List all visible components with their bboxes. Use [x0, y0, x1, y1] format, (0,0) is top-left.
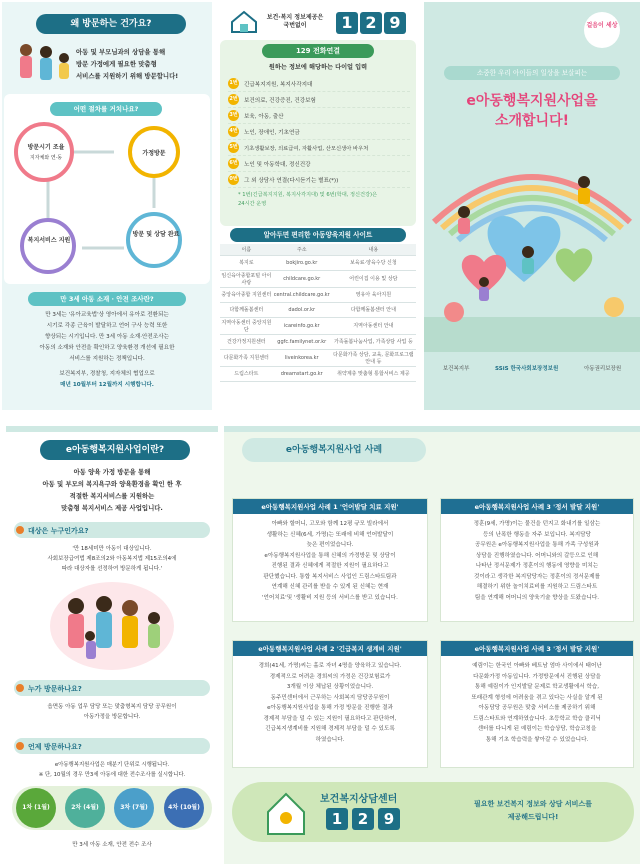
case-line: 경제적 부담을 덜 수 있는 지원이 필요하다고 판단하여, — [263, 715, 397, 722]
case-line: 연계해 신혜 관리를 받을 수 있게 된 신혜는 현재 — [271, 584, 389, 590]
hotline-label — [256, 14, 334, 30]
step-3: 방문 및 상담 완료 — [132, 231, 180, 238]
quarter-3: 3차 (7월) — [114, 788, 154, 828]
age-line: 만 3세는 '유아교육법'상 영아에서 유아로 전환되는 — [45, 312, 169, 318]
site-name: 지역아동센터 중앙지원단 — [220, 317, 273, 334]
site-desc: 영유아 육아지원 — [331, 287, 416, 302]
org-logos — [430, 354, 634, 382]
site-desc: 다함께돌봄센터 안내 — [331, 302, 416, 317]
cover-title-1: e아동행복지원사업을 — [466, 93, 598, 109]
bullet-icon — [16, 742, 24, 750]
site-url[interactable]: liveinkorea.kr — [273, 349, 331, 366]
panel-why-visit — [2, 2, 212, 410]
who-line: 아동가정을 방문합니다. — [83, 714, 141, 720]
menu-num: 1번 — [228, 78, 239, 89]
site-url[interactable]: ggfc.familynet.or.kr — [273, 334, 331, 349]
menu-item — [228, 172, 410, 188]
case-line: 센터를 다니게 된 예림이는 학습상담, 학습코칭을 — [477, 726, 597, 732]
why-title: 왜 방문하는 건가요? — [36, 14, 186, 34]
intro-title: e아동행복지원사업이란? — [40, 440, 190, 460]
case-line: 동주민센터에서 근무하는 사회복지 담당공무원이 — [270, 694, 390, 701]
case-line: 아동담당 공무원은 맞춤 서비스를 제공하기 위해 — [478, 705, 596, 711]
site-url[interactable]: dreamstart.go.kr — [273, 366, 331, 381]
family-illustration — [14, 42, 74, 86]
who-line: 읍면동 아동 업무 담당 또는 맞춤형복지 담당 공무원이 — [47, 704, 177, 710]
case-line: 드림스타트와 연계하였습니다. 초등학교 학습 클리닉 — [473, 715, 601, 722]
call-sub: 원하는 정보에 해당하는 다이얼 입력 — [268, 64, 368, 71]
case-body — [441, 656, 633, 750]
step-2: 가정방문 — [142, 150, 166, 157]
intro-top-strip — [6, 426, 218, 432]
quarter-2: 2차 (4월) — [65, 788, 105, 828]
age-line: 시기로 각종 근육이 발달하고 언어 구사 능력 또한 — [46, 323, 168, 329]
site-desc: 취약계층 맞춤형 통합서비스 제공 — [331, 366, 416, 381]
cases-title: e아동행복지원사업 사례 — [242, 438, 426, 462]
sites-row — [220, 317, 416, 334]
hotline-label-2: 국번없이 — [283, 22, 307, 29]
banner-line: 제공해드립니다! — [507, 813, 559, 821]
menu-text: 노인 및 아동학대, 정신건강 — [244, 161, 311, 168]
case-card — [232, 640, 428, 768]
site-desc: 어린이집 이용 및 상담 — [331, 270, 416, 287]
case-head: e아동행복지원사업 사례 3 '정서 발달 지원' — [441, 499, 633, 514]
step-1-sub: 지자체와 연·동 — [29, 155, 63, 161]
case-line: 아빠와 할머니, 고모와 함께 12평 규모 빌라에서 — [271, 521, 389, 527]
menu-item — [228, 76, 410, 92]
hotline-digit: 2 — [360, 12, 382, 34]
step-4: 복지서비스 지원 — [27, 237, 71, 244]
menu-text: 긴급복지지원, 복지사각지대 — [244, 81, 313, 88]
case-line: 또래관계 형성에 어려움을 겪고 있다는 사실을 알게 된 — [471, 694, 603, 701]
bullet-icon — [16, 684, 24, 692]
sites-header: 내용 — [331, 244, 416, 255]
sites-row — [220, 302, 416, 317]
site-name: 복지로 — [220, 255, 273, 270]
menu-num: 5번 — [228, 142, 239, 153]
site-url[interactable]: childcare.go.kr — [273, 270, 331, 287]
banner-title: 보건복지상담센터 — [320, 794, 398, 805]
panel-cover — [424, 2, 640, 410]
house-icon — [230, 10, 258, 34]
sites-row — [220, 255, 416, 270]
quarter-1: 1차 (1월) — [16, 788, 56, 828]
case-body — [233, 514, 427, 608]
case-line: 통해 기초 학습력을 쌓아갈 수 있었습니다. — [485, 736, 589, 743]
case-card — [440, 640, 634, 768]
menu-text: 그 외 상담사 연결(다시듣기는 별표(*)) — [244, 177, 339, 184]
case-line: 경희(41세, 가명)씨는 홀로 자녀 4명을 양육하고 있습니다. — [258, 663, 402, 669]
menu-item — [228, 108, 410, 124]
menu-num: 3번 — [228, 110, 239, 121]
panel-hotline — [216, 2, 419, 410]
site-desc: 지역아동센터 안내 — [331, 317, 416, 334]
cases-top-strip — [224, 426, 640, 432]
step-1-label: 방문시기 조율 — [27, 144, 65, 151]
site-desc: 보육료·양육수당 신청 — [331, 255, 416, 270]
banner-digit: 9 — [378, 808, 400, 830]
sites-header: 주소 — [273, 244, 331, 255]
case-line: 하였습니다. — [315, 736, 345, 743]
org-ncrc: 아동권리보장원 — [583, 366, 622, 372]
menu-item — [228, 156, 410, 172]
site-name: 건강가정지원센터 — [220, 334, 273, 349]
case-line: 판단했습니다. 통합 복지서비스 사업인 드림스타트팀과 — [263, 573, 397, 580]
case-line: 긴급복지생계비를 지원해 경제적 부담을 덜 수 있도록 — [265, 726, 395, 732]
site-url[interactable]: bokjiro.go.kr — [273, 255, 331, 270]
menu-num: 2번 — [228, 94, 239, 105]
when-text — [10, 760, 214, 780]
hotline-digit: 1 — [336, 12, 358, 34]
cover-illustration — [424, 142, 640, 352]
who-text — [10, 702, 214, 722]
when-line: e아동행복지원사업은 매분기 단위로 시행됩니다. — [54, 762, 170, 768]
case-line: 것이라고 생각한 복지담당자는 정훈이의 정서문제를 — [474, 573, 600, 580]
case-line: 상담을 진행하였습니다. 어머니와의 갈등으로 인해 — [475, 552, 599, 559]
case-line: 공무원은 e아동행복지원사업을 통해 가족 구성원과 — [474, 542, 600, 548]
menu-note — [228, 191, 410, 209]
menu-text: 보건의료, 건강증진, 건강보험 — [244, 97, 316, 104]
sites-row — [220, 287, 416, 302]
panel-cases — [224, 426, 640, 864]
site-desc: 가족돌봄나눔사업, 가족상담 사업 등 — [331, 334, 416, 349]
house-icon — [264, 788, 308, 836]
case-line: 등의 난폭한 행동을 자주 보입니다. 복지담당 — [483, 531, 591, 538]
site-url[interactable]: dadol.or.kr — [273, 302, 331, 317]
intro-line: 아동 양육 가정 방문을 통해 — [73, 468, 151, 476]
age-line: 아동의 소재와 안전을 확인하고 양육환경 개선에 필요한 — [39, 345, 175, 351]
sites-body — [220, 255, 416, 381]
menu-num: 4번 — [228, 126, 239, 137]
banner-line: 필요한 보건복지 정보와 상담 서비스를 — [474, 800, 592, 808]
org-mohw: 보건복지부 — [442, 366, 470, 372]
quarter-4: 4차 (10월) — [164, 788, 204, 828]
when-title: 언제 방문하나요? — [28, 743, 82, 751]
sites-row — [220, 349, 416, 366]
case-line: e아동행복지원사업을 통해 가정 방문을 진행한 결과 — [267, 705, 393, 711]
case-line: 3개월 이상 체납된 상황이었습니다. — [286, 684, 374, 690]
age-title: 만 3세 아동 소재 · 안전 조사란? — [28, 292, 186, 306]
org-ssis: SSiS 한국사회보장정보원 — [495, 366, 559, 372]
case-head: e아동행복지원사업 사례 1 '언어발달 치료 지원' — [233, 499, 427, 514]
case-line: 늦은 편이었습니다. — [306, 542, 354, 548]
age-line: 서비스를 지원하는 정책입니다. — [69, 356, 145, 362]
intro-line: 맞춤형 복지서비스 제공 사업입니다. — [61, 504, 163, 512]
sites-table — [220, 244, 416, 382]
case-line: 팀을 연계해 어머니의 양육기술 향상을 도왔습니다. — [474, 594, 600, 601]
case-body — [233, 656, 427, 750]
sites-row — [220, 270, 416, 287]
cover-subtitle: 소중한 우리 아이들의 일상을 보살피는 — [444, 66, 620, 80]
intro-text — [10, 466, 214, 514]
age-line: 매년 10월부터 12월까지 시행합니다. — [60, 382, 154, 388]
target-text — [10, 544, 214, 574]
target-line: 따라 대상자를 선정하여 방문하게 됩니다.' — [61, 566, 163, 572]
menu-item — [228, 124, 410, 140]
banner-text — [438, 798, 628, 824]
family-group-illustration — [46, 578, 178, 674]
why-line: 아동 및 부모님과의 상담을 통해 — [76, 48, 166, 56]
case-card — [232, 498, 428, 622]
case-line: 나타난 정서문제가 정훈이의 행동에 영향을 미치는 — [475, 563, 599, 569]
case-card — [440, 498, 634, 622]
menu-item — [228, 140, 410, 156]
menu-item — [228, 92, 410, 108]
menu-num: 0번 — [228, 174, 239, 185]
why-line: 서비스를 지원하기 위해 방문합니다! — [76, 72, 179, 80]
case-line: 생활하는 신혜(6세, 가명)는 또래에 비해 언어발달이 — [266, 531, 394, 538]
site-url[interactable]: icareinfo.go.kr — [273, 317, 331, 334]
site-name: 임신육아종합포털 아이사랑 — [220, 270, 273, 287]
case-line: '언어치료'및 '생활비 지원 등의 서비스를 받고 있습니다. — [262, 594, 398, 601]
sites-title: 알아두면 편리한 아동양육지원 사이트 — [230, 228, 406, 242]
banner-digit: 2 — [352, 808, 374, 830]
menu-text: 기초생활보장, 의료급여, 자활사업, 산모신생아 바우처 — [244, 145, 369, 152]
why-text — [76, 46, 208, 82]
site-name: 중앙육아종합 지원센터 — [220, 287, 273, 302]
who-title: 누가 방문하나요? — [28, 685, 82, 693]
sites-row — [220, 334, 416, 349]
age-line: 향상되는 시기입니다. 만 3세 아동 소재·안전조사는 — [44, 334, 170, 340]
menu-text: 보육, 아동, 출산 — [244, 113, 284, 120]
menu-note-line: * 1번(긴급복지지원, 복지사각지대) 및 6번(학대, 정신건강)은 — [238, 192, 378, 198]
age-text — [8, 310, 206, 391]
target-line: '만 18세미만 아동이 대상입니다. — [72, 546, 152, 552]
menu-text: 노인, 장애인, 기초연금 — [244, 129, 300, 136]
age-line: 보건복지부, 경찰청, 지자체의 협업으로 — [59, 371, 155, 377]
call-menu — [228, 76, 410, 209]
menu-num: 6번 — [228, 158, 239, 169]
site-url[interactable]: central.childcare.go.kr — [273, 287, 331, 302]
process-title: 어떤 절차를 거치나요? — [50, 102, 162, 116]
when-line: ※ 단, 10월의 경우 만3세 아동에 대한 전수조사를 실시합니다. — [38, 772, 186, 778]
bullet-icon — [16, 526, 24, 534]
banner-digit: 1 — [326, 808, 348, 830]
logo-text: 걸음이 세상 — [586, 22, 618, 29]
step-1 — [20, 142, 72, 161]
sites-row — [220, 366, 416, 381]
case-head: e아동행복지원사업 사례 2 '긴급복지 생계비 지원' — [233, 641, 427, 656]
menu-note-line: 24시간 운영 — [238, 201, 267, 207]
case-head: e아동행복지원사업 사례 3 '정서 발달 지원' — [441, 641, 633, 656]
hotline-number — [336, 12, 406, 34]
case-line: 통해 예림이가 인지발달 문제로 학교생활에서 학습, — [474, 684, 600, 690]
hotline-digit: 9 — [384, 12, 406, 34]
banner-number — [326, 808, 400, 830]
case-line: e아동행복지원사업을 통해 신혜의 가정방문 및 상담이 — [264, 552, 396, 559]
site-name: 다문화가족 지원센터 — [220, 349, 273, 366]
target-line: 사회보장급여법 제8조의2와 아동복지법 제15조의4에 — [47, 556, 177, 562]
intro-line: 적절한 복지서비스를 지원하는 — [69, 492, 155, 500]
cover-title-2: 소개합니다! — [494, 113, 569, 129]
case-line: 해결하기 위한 놀이치료비를 지원하고 드림스타트 — [476, 584, 598, 590]
why-line: 방문 가정에게 필요한 맞춤형 — [76, 60, 157, 68]
case-line: 진행된 결과 신혜에게 적절한 지원이 필요하다고 — [271, 563, 389, 569]
call-title: 129 전화연결 — [262, 44, 374, 58]
sites-header: 이름 — [220, 244, 273, 255]
case-line: 정훈(9세, 가명)이는 물건을 던지고 화내기를 일삼는 — [473, 521, 601, 527]
panel-intro — [6, 426, 218, 864]
site-desc: 다문화가족 상담, 교육, 문화프로그램 안내 등 — [331, 349, 416, 366]
case-line: 예림이는 한국인 아빠와 베트남 엄마 사이에서 태어난 — [472, 663, 602, 669]
case-body — [441, 514, 633, 608]
site-name: 드림스타트 — [220, 366, 273, 381]
site-name: 다함께돌봄센터 — [220, 302, 273, 317]
case-line: 경제적으로 어려운 경희씨의 가정은 건강보험료가 — [269, 673, 391, 680]
logo-badge — [584, 12, 620, 48]
quarter-note: 만 3세 아동 소재, 안전 전수 조사 — [72, 842, 152, 848]
target-title: 대상은 누구인가요? — [28, 527, 89, 535]
intro-line: 아동 및 부모의 복지욕구와 양육환경을 확인 한 후 — [42, 480, 182, 488]
hotline-label-1: 보건·복지 정보제공은 — [266, 14, 324, 21]
case-line: 다문화가정 아동입니다. 가정방문에서 진행된 상담을 — [473, 673, 601, 680]
